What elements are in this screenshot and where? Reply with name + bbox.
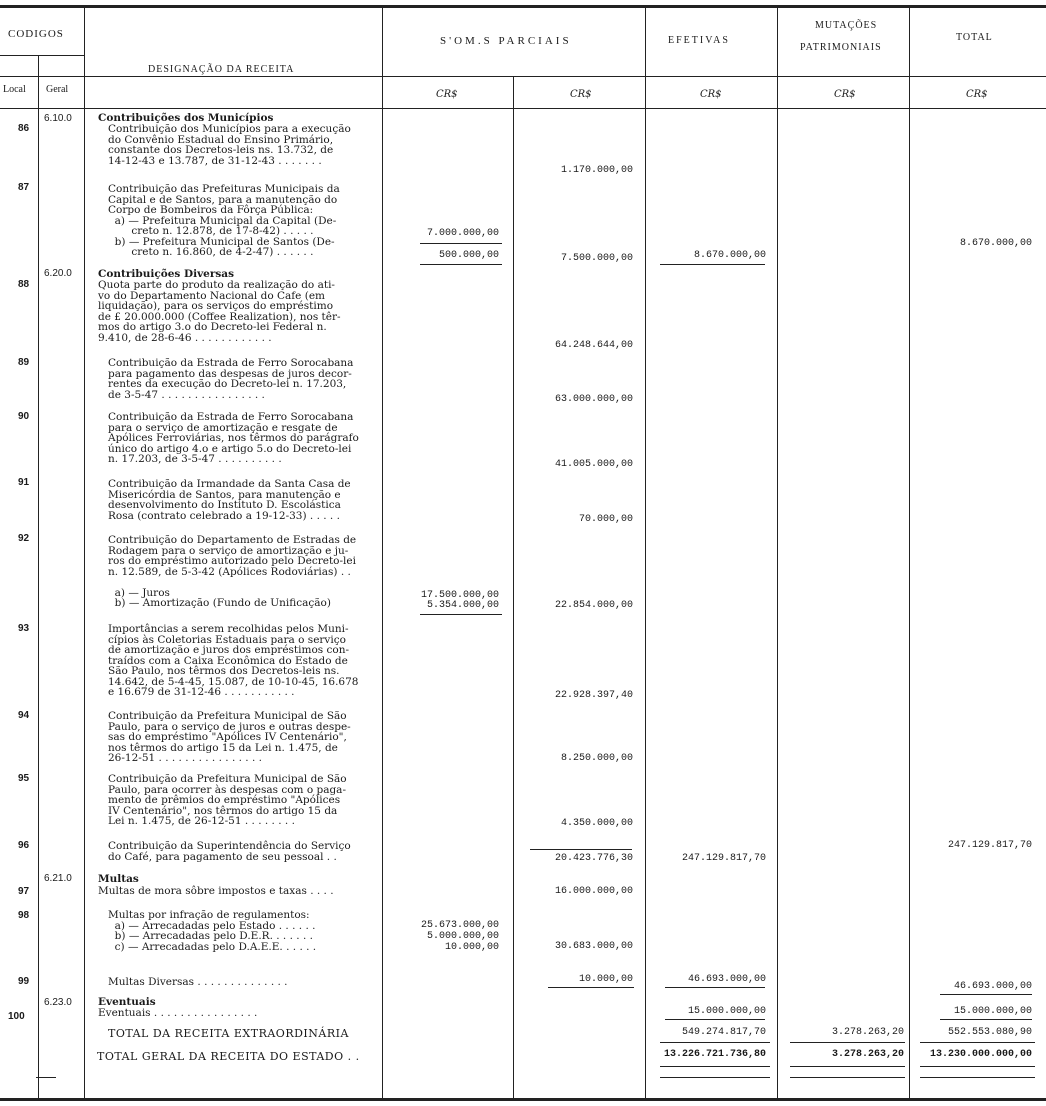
row-86-description: Contribuição dos Municípios para a execução do Convênio Estadual do Ensino Primário, constante dos Decretos-leis ns. 13.732, de 14-12-43 e 13.787, de 31-12-43 . . . . . . . — [108, 123, 351, 167]
col-divider-mutacoes — [909, 5, 910, 1098]
row-92-item-b: 5.354.000,00 — [426, 600, 499, 611]
row-100-total: 15.000.000,00 — [953, 1006, 1032, 1017]
header-designacao: DESIGNAÇÃO DA RECEITA — [148, 64, 295, 75]
row-91-local: 91 — [18, 477, 30, 488]
row-91-description: Contribuição da Irmandade da Santa Casa de Misericórdia de Santos, para manutenção e desenvolvimento do Instituto D. Escolástica Rosa (contrato celebrado a 19-12-33) . . . . . — [108, 478, 351, 522]
bottom-border — [0, 1098, 1046, 1101]
col-divider-desc — [382, 5, 383, 1098]
row-96-description: Contribuição da Superintendência do Serviço do Café, para pagamento de seu pessoal . . — [108, 840, 351, 863]
row-87-description: Contribuição das Prefeituras Municipais da Capital e de Santos, para a manutenção do Corpo de Bombeiros da Fôrça Pública: a) — Prefeitura Municipal da Capital (De- creto n. 12.878, de 17-8-42) . . . . . b) — Prefeitura Municipal de Santos (De- creto n. 16.860, de 4-2-47) . . . . . . — [108, 183, 340, 258]
row-98-item-b: 5.000.000,00 — [426, 931, 499, 942]
total-efetivas-rule-2 — [660, 1066, 770, 1067]
total-extraordinaria-total: 552.553.080,90 — [947, 1027, 1032, 1038]
header-local: Local — [3, 84, 26, 95]
row-86-local: 86 — [18, 123, 30, 134]
total-total-rule-3 — [920, 1077, 1035, 1078]
currency-col1: CR$ — [436, 89, 458, 100]
header-mutacoes-2: PATRIMONIAIS — [800, 42, 882, 53]
row-96-total: 247.129.817,70 — [947, 840, 1032, 851]
row-90-local: 90 — [18, 411, 30, 422]
row-98-description: Multas por infração de regulamentos: a) — Arrecadadas pelo Estado . . . . . . b) — Arrecadadas pelo D.E.R. . . . . . . c) — Arrecadadas pelo D.A.E.E. . . . . . — [108, 909, 317, 953]
row-100-efetivas-rule — [665, 1019, 765, 1020]
row-89-description: Contribuição da Estrada de Ferro Sorocabana para pagamento das despesas de juros decor- rentes da execução do Decreto-lei n. 17.203, de 3-5-47 . . . . . . . . . . . . . . . . — [108, 357, 354, 401]
row-99-total-rule — [940, 994, 1032, 995]
header-geral: Geral — [46, 84, 69, 95]
row-87-parcial-rule — [420, 264, 502, 265]
row-99-total: 46.693.000,00 — [953, 981, 1032, 992]
row-94-parcial: 8.250.000,00 — [560, 753, 633, 764]
row-87-total: 8.670.000,00 — [959, 238, 1032, 249]
row-97-parcial: 16.000.000,00 — [554, 886, 633, 897]
row-88-description: Quota parte do produto da realização do ati- vo do Departamento Nacional do Cafe (em liquidação), para os serviços do empréstimo de £ 20.000.000 (Coffee Realization), nos têr- mos do artigo 3.o do Decreto-lei Federal n. 9.410, de 28-6-46 . . . . . . . . . . . . — [98, 279, 341, 344]
total-extraordinaria-label: TOTAL DA RECEITA EXTRAORDINÁRIA — [108, 1027, 349, 1040]
total-mutacoes-rule-1 — [790, 1042, 905, 1043]
row-87-item-a: 7.000.000,00 — [426, 228, 499, 239]
total-geral-label: TOTAL GERAL DA RECEITA DO ESTADO . . — [97, 1050, 360, 1063]
row-98-local: 98 — [18, 910, 30, 921]
row-93-local: 93 — [18, 623, 30, 634]
row-87-efetivas: 8.670.000,00 — [693, 250, 766, 261]
row-92-subtotal-rule — [420, 614, 502, 615]
header-mid-rule — [0, 76, 1046, 77]
total-extraordinaria-mutacoes: 3.278.263,20 — [831, 1027, 904, 1038]
total-geral-mutacoes: 3.278.263,20 — [831, 1049, 904, 1060]
top-border — [0, 5, 1046, 8]
row-90-description: Contribuição da Estrada de Ferro Sorocabana para o serviço de amortização e resgate de Apólices Ferroviárias, nos têrmos do parágrafo único do artigo 4.o e artigo 5.o do Decreto-lei n. 17.203, de 3-5-47 . . . . . . . . . . — [108, 411, 359, 465]
local-end-rule — [36, 1077, 56, 1078]
row-96-parcial: 20.423.776,30 — [554, 853, 633, 864]
row-99-efetivas: 46.693.000,00 — [687, 974, 766, 985]
row-86-parcial: 1.170.000,00 — [560, 165, 633, 176]
row-98-item-a: 25.673.000,00 — [420, 920, 499, 931]
codes-subrule — [0, 55, 84, 56]
row-95-description: Contribuição da Prefeitura Municipal de São Paulo, para ocorrer às despesas com o paga- mento de prêmios do empréstimo "Apólices IV Centenário", nos têrmos do artigo 15 da Lei n. 1.475, de 26-12-51 . . . . . . . . — [108, 773, 347, 827]
row-89-parcial: 63.000.000,00 — [554, 394, 633, 405]
header-mutacoes-1: MUTAÇÕES — [815, 20, 878, 31]
row-99-efetivas-rule — [665, 987, 765, 988]
currency-col5: CR$ — [966, 89, 988, 100]
row-100-total-rule — [940, 1019, 1032, 1020]
row-95-parcial: 4.350.000,00 — [560, 818, 633, 829]
row-87-subtotal-rule — [420, 243, 502, 244]
row-92-parcial: 22.854.000,00 — [554, 600, 633, 611]
row-96-local: 96 — [18, 840, 30, 851]
col-divider-codes — [84, 5, 85, 1098]
row-94-description: Contribuição da Prefeitura Municipal de São Paulo, para o serviço de juros e outras despe- sas do empréstimo "Apólices IV Centenário", nos têrmos do artigo 15 da Lei n. 1.475, de 26-12-51 . . . . . . . . . . . . . . . . — [108, 710, 351, 764]
row-95-local: 95 — [18, 773, 30, 784]
currency-col4: CR$ — [834, 89, 856, 100]
total-efetivas-rule-3 — [660, 1077, 770, 1078]
row-99-description: Multas Diversas . . . . . . . . . . . . . . — [108, 976, 288, 988]
row-91-parcial: 70.000,00 — [578, 514, 633, 525]
row-94-local: 94 — [18, 710, 30, 721]
row-96-parcial-rule — [530, 849, 632, 850]
row-100-efetivas: 15.000.000,00 — [687, 1006, 766, 1017]
col-divider-local — [38, 55, 39, 1098]
row-93-parcial: 22.928.397,40 — [554, 690, 633, 701]
row-97-description: Multas de mora sôbre impostos e taxas . . . . — [98, 885, 334, 897]
row-92-item-a: 17.500.000,00 — [420, 590, 499, 601]
header-efetivas: EFETIVAS — [668, 35, 730, 46]
row-100-local: 100 — [8, 1011, 25, 1022]
row-87-parcial: 7.500.000,00 — [560, 253, 633, 264]
row-92-description: Contribuição do Departamento de Estradas de Rodagem para o serviço de amortização e ju- ros do empréstimo autorizado pelo Decreto-lei n. 12.589, de 5-3-42 (Apólices Rodoviárias) . . a) — Juros b) — Amortização (Fundo de Unificação) — [108, 534, 357, 609]
row-98-item-c: 10.000,00 — [444, 942, 499, 953]
header-total: TOTAL — [956, 32, 993, 43]
row-100-geral: 6.23.0 — [44, 997, 72, 1008]
row-97-geral: 6.21.0 — [44, 873, 72, 884]
total-total-rule-1 — [920, 1042, 1035, 1043]
row-88-local: 88 — [18, 279, 30, 290]
row-99-parcial: 10.000,00 — [578, 974, 633, 985]
total-geral-efetivas: 13.226.721.736,80 — [663, 1049, 766, 1060]
col-divider-somas — [645, 5, 646, 1098]
row-90-parcial: 41.005.000,00 — [554, 459, 633, 470]
total-geral-total: 13.230.000.000,00 — [929, 1049, 1032, 1060]
total-total-rule-2 — [920, 1066, 1035, 1067]
row-97-local: 97 — [18, 886, 30, 897]
row-92-local: 92 — [18, 533, 30, 544]
header-somas-parciais: S'OM.S PARCIAIS — [440, 35, 572, 47]
total-efetivas-rule-1 — [660, 1042, 770, 1043]
row-99-parcial-rule — [548, 987, 634, 988]
row-88-parcial: 64.248.644,00 — [554, 340, 633, 351]
row-93-description: Importâncias a serem recolhidas pelos Muni- cípios às Coletorias Estaduais para o serviço de amortização e juros dos empréstimos con- traídos com a Caixa Econômica do Estado de São Paulo, nos têrmos dos Decretos-leis ns. 14.642, de 5-4-45, 15.087, de 10-10-45, 16.678 e 16.679 de 31-12-46 . . . . . . . . . . . — [108, 623, 359, 698]
header-codigos: CODIGOS — [8, 28, 64, 40]
row-88-geral: 6.20.0 — [44, 268, 72, 279]
total-extraordinaria-efetivas: 549.274.817,70 — [681, 1027, 766, 1038]
col-divider-parciais — [513, 76, 514, 1098]
row-98-parcial: 30.683.000,00 — [554, 941, 633, 952]
row-87-item-b: 500.000,00 — [438, 250, 499, 261]
currency-col3: CR$ — [700, 89, 722, 100]
row-89-local: 89 — [18, 357, 30, 368]
row-87-local: 87 — [18, 182, 30, 193]
col-divider-efetivas — [777, 5, 778, 1098]
row-86-category: Contribuições dos Municípios — [98, 112, 274, 124]
currency-col2: CR$ — [570, 89, 592, 100]
row-99-local: 99 — [18, 976, 30, 987]
total-mutacoes-rule-2 — [790, 1066, 905, 1067]
row-97-category: Multas — [98, 873, 139, 885]
row-100-description: Eventuais . . . . . . . . . . . . . . . . — [98, 1007, 258, 1019]
total-mutacoes-rule-3 — [790, 1077, 905, 1078]
row-96-efetivas: 247.129.817,70 — [681, 853, 766, 864]
row-88-category: Contribuições Diversas — [98, 268, 235, 280]
header-bottom-rule — [0, 108, 1046, 109]
row-87-efetivas-rule — [660, 264, 765, 265]
row-86-geral: 6.10.0 — [44, 113, 72, 124]
row-100-category: Eventuais — [98, 996, 156, 1008]
